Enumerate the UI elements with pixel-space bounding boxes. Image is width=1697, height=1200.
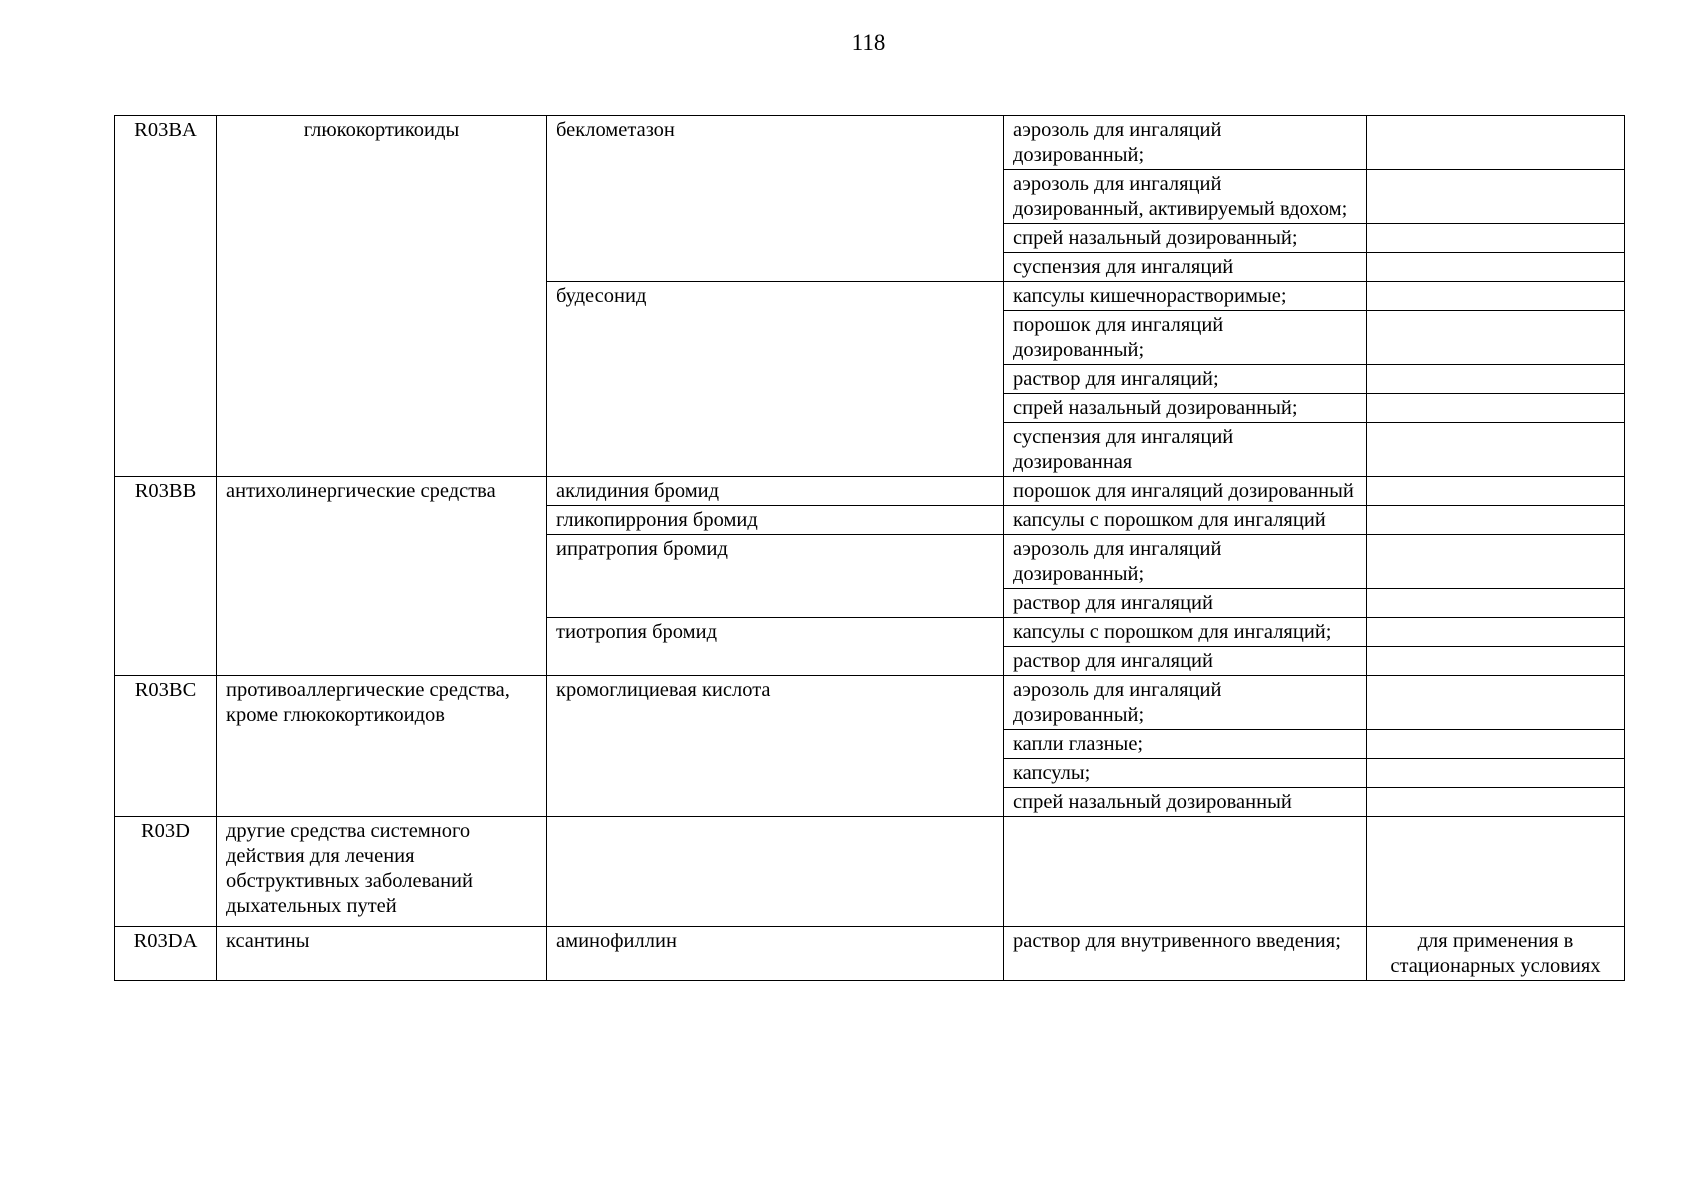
drug-table [114,115,1625,981]
dosage-form: капсулы кишечнорастворимые; [1004,282,1367,311]
group-name: другие средства системного действия для лечения обструктивных заболеваний дыхательных путей [217,817,547,927]
group-name: глюкокортикоиды [217,116,547,477]
drug-name: кромоглициевая кислота [547,676,1004,817]
dosage-form: капсулы с порошком для ингаляций; [1004,618,1367,647]
atc-code: R03DA [115,927,217,981]
dosage-form: капсулы с порошком для ингаляций [1004,506,1367,535]
atc-code: R03BA [115,116,217,477]
note-cell [1367,365,1625,394]
drug-name [547,817,1004,927]
note-cell [1367,759,1625,788]
drug-name: тиотропия бромид [547,618,1004,676]
note-cell [1367,535,1625,589]
dosage-form: раствор для внутривенного введения; [1004,927,1367,981]
atc-code: R03D [115,817,217,927]
note-cell [1367,224,1625,253]
note-cell [1367,817,1625,927]
group-name: ксантины [217,927,547,981]
note-cell [1367,394,1625,423]
drug-name: аклидиния бромид [547,477,1004,506]
dosage-form: аэрозоль для ингаляций дозированный; [1004,676,1367,730]
dosage-form: аэрозоль для ингаляций дозированный; [1004,535,1367,589]
dosage-form: суспензия для ингаляций [1004,253,1367,282]
table-row [115,116,1625,170]
dosage-form: порошок для ингаляций дозированный; [1004,311,1367,365]
note-cell [1367,618,1625,647]
note-cell [1367,788,1625,817]
table-row [115,817,1625,927]
dosage-form: раствор для ингаляций [1004,589,1367,618]
note-cell [1367,477,1625,506]
note-cell [1367,282,1625,311]
dosage-form: аэрозоль для ингаляций дозированный; [1004,116,1367,170]
dosage-form: порошок для ингаляций дозированный [1004,477,1367,506]
note-cell [1367,170,1625,224]
page-number: 118 [851,30,886,55]
table-row [115,676,1625,730]
note-cell [1367,423,1625,477]
dosage-form: капсулы; [1004,759,1367,788]
note-cell [1367,311,1625,365]
dosage-form: суспензия для ингаляций дозированная [1004,423,1367,477]
dosage-form: капли глазные; [1004,730,1367,759]
note-cell [1367,253,1625,282]
dosage-form: спрей назальный дозированный; [1004,224,1367,253]
drug-table-body [115,116,1625,981]
dosage-form: раствор для ингаляций; [1004,365,1367,394]
dosage-form: спрей назальный дозированный [1004,788,1367,817]
drug-name: гликопиррония бромид [547,506,1004,535]
dosage-form: спрей назальный дозированный; [1004,394,1367,423]
table-row [115,927,1625,981]
note-cell [1367,676,1625,730]
usage-note: для применения в стационарных условиях [1367,927,1625,981]
dosage-form [1004,817,1367,927]
drug-name: ипратропия бромид [547,535,1004,618]
note-cell [1367,647,1625,676]
note-cell [1367,589,1625,618]
note-cell [1367,730,1625,759]
note-cell [1367,506,1625,535]
group-name: противоаллергические средства, кроме глюкокортикоидов [217,676,547,817]
group-name: антихолинергические средства [217,477,547,676]
atc-code: R03BB [115,477,217,676]
dosage-form: раствор для ингаляций [1004,647,1367,676]
table-row [115,477,1625,506]
dosage-form: аэрозоль для ингаляций дозированный, активируемый вдохом; [1004,170,1367,224]
note-cell [1367,116,1625,170]
drug-name: аминофиллин [547,927,1004,981]
drug-name: будесонид [547,282,1004,477]
atc-code: R03BC [115,676,217,817]
drug-name: беклометазон [547,116,1004,282]
